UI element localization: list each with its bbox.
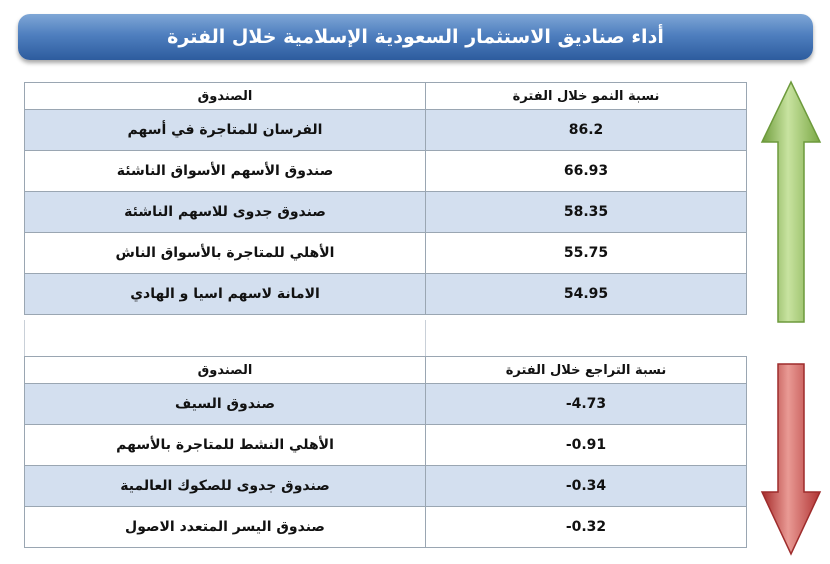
table-header-row bbox=[25, 83, 747, 110]
growth-value: 86.2 bbox=[426, 110, 747, 151]
growth-value: 58.35 bbox=[426, 192, 747, 233]
page-title: أداء صناديق الاستثمار السعودية الإسلامية خلال الفترة bbox=[167, 26, 664, 48]
fund-name: الأهلي للمتاجرة بالأسواق الناش bbox=[25, 233, 426, 274]
fund-column-header: الصندوق bbox=[25, 357, 426, 384]
decline-value: -0.91 bbox=[426, 425, 747, 466]
growth-column-header: نسبة النمو خلال الفترة bbox=[426, 83, 747, 110]
fund-name: الامانة لاسهم اسيا و الهادي bbox=[25, 274, 426, 315]
fund-name: صندوق جدوى للصكوك العالمية bbox=[25, 466, 426, 507]
growth-value: 66.93 bbox=[426, 151, 747, 192]
table-row bbox=[25, 274, 747, 315]
down-arrow-icon bbox=[760, 362, 822, 557]
table-row bbox=[25, 192, 747, 233]
table-row bbox=[25, 151, 747, 192]
fund-name: صندوق الأسهم الأسواق الناشئة bbox=[25, 151, 426, 192]
table-row bbox=[25, 233, 747, 274]
table-spacer bbox=[24, 320, 745, 356]
decline-table bbox=[24, 356, 747, 548]
title-banner bbox=[18, 14, 813, 60]
fund-name: الأهلي النشط للمتاجرة بالأسهم bbox=[25, 425, 426, 466]
table-row bbox=[25, 110, 747, 151]
table-row bbox=[25, 466, 747, 507]
fund-name: صندوق اليسر المتعدد الاصول bbox=[25, 507, 426, 548]
fund-name: الفرسان للمتاجرة في أسهم bbox=[25, 110, 426, 151]
decline-value: -0.34 bbox=[426, 466, 747, 507]
fund-name: صندوق السيف bbox=[25, 384, 426, 425]
fund-name: صندوق جدوى للاسهم الناشئة bbox=[25, 192, 426, 233]
table-row bbox=[25, 384, 747, 425]
decline-value: -0.32 bbox=[426, 507, 747, 548]
decline-column-header: نسبة التراجع خلال الفترة bbox=[426, 357, 747, 384]
up-arrow-icon bbox=[760, 80, 822, 325]
growth-value: 55.75 bbox=[426, 233, 747, 274]
table-row bbox=[25, 507, 747, 548]
fund-column-header: الصندوق bbox=[25, 83, 426, 110]
growth-table bbox=[24, 82, 747, 315]
decline-value: -4.73 bbox=[426, 384, 747, 425]
table-row bbox=[25, 425, 747, 466]
growth-value: 54.95 bbox=[426, 274, 747, 315]
table-header-row bbox=[25, 357, 747, 384]
